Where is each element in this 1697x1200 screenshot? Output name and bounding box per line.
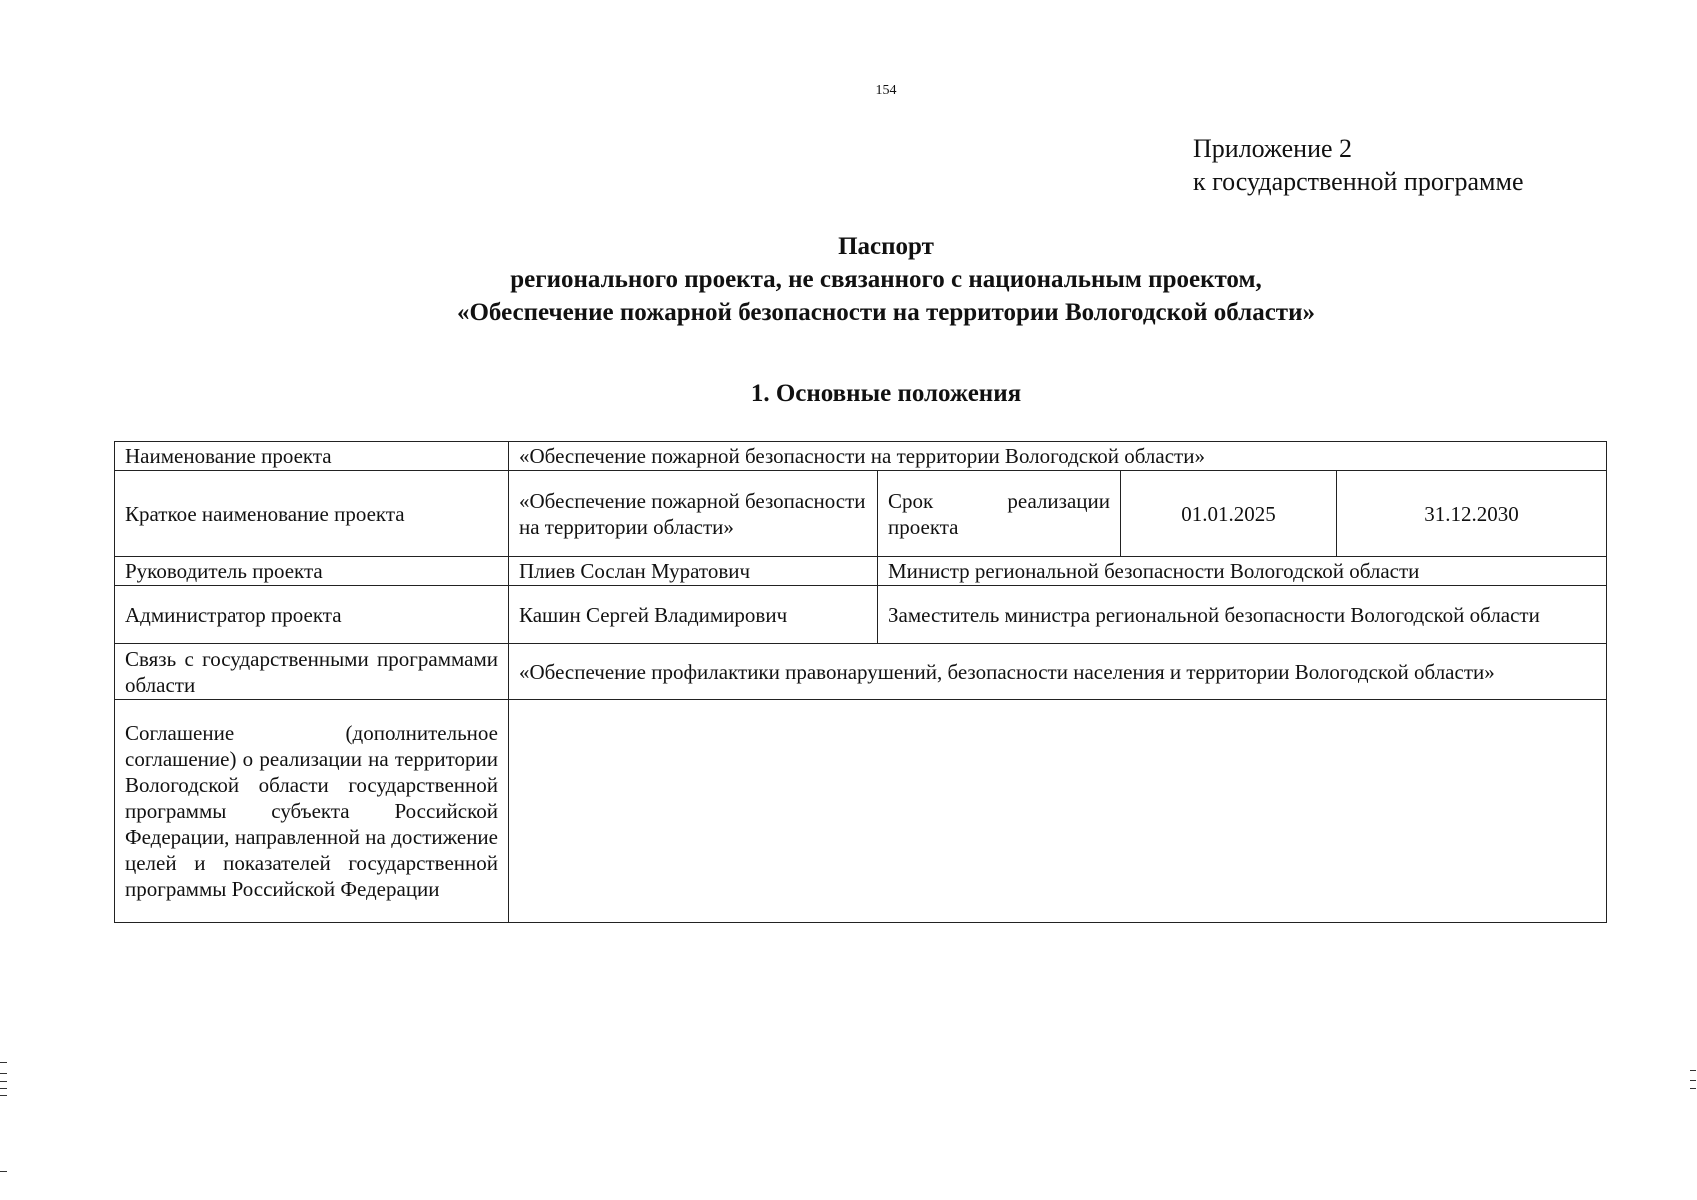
scan-mark-left-1: [0, 1062, 7, 1063]
start-date: 01.01.2025: [1121, 471, 1337, 557]
programs-value: «Обеспечение профилактики правонарушений, безопасности населения и территории Вологодской области»: [509, 644, 1607, 700]
scan-mark-left-2: [0, 1073, 7, 1074]
title-line-2: регионального проекта, не связанного с национальным проектом,: [510, 266, 1262, 293]
passport-table: [114, 441, 1607, 923]
scan-mark-left-4: [0, 1088, 7, 1089]
head-label: Руководитель проекта: [115, 557, 509, 586]
short-name-value: «Обеспечение пожарной безопасности на территории области»: [509, 471, 878, 557]
head-name: Плиев Сослан Муратович: [509, 557, 878, 586]
end-date: 31.12.2030: [1337, 471, 1607, 557]
term-label: Срок реализации проекта: [878, 471, 1121, 557]
programs-label: Связь с государственными программами области: [115, 644, 509, 700]
page-number: 154: [875, 83, 897, 98]
table-row-project-admin: [115, 586, 1607, 644]
agreement-label: Соглашение (дополнительное соглашение) о реализации на территории Вологодской области государственной программы субъекта Российской Федерации, направленной на достижение целей и показателей государственной программы Российской Федерации: [115, 700, 509, 923]
project-name-value: «Обеспечение пожарной безопасности на территории Вологодской области»: [509, 442, 1607, 471]
document-title: [0, 230, 1697, 329]
table-row-agreement: [115, 700, 1607, 923]
scan-mark-right-1: [1690, 1070, 1696, 1071]
head-position: Министр региональной безопасности Вологодской области: [878, 557, 1607, 586]
scan-mark-right-2: [1690, 1080, 1696, 1081]
section-heading: 1. Основные положения: [750, 380, 1022, 407]
scan-mark-left-3: [0, 1081, 7, 1082]
table-row-project-name: [115, 442, 1607, 471]
appendix-line-1: Приложение 2: [1193, 134, 1353, 163]
scan-mark-left-5: [0, 1095, 7, 1096]
table-row-project-head: [115, 557, 1607, 586]
admin-position: Заместитель министра региональной безопасности Вологодской области: [878, 586, 1607, 644]
admin-name: Кашин Сергей Владимирович: [509, 586, 878, 644]
scan-mark-right-3: [1690, 1088, 1696, 1089]
table-row-short-name: [115, 471, 1607, 557]
short-name-label: Краткое наименование проекта: [115, 471, 509, 557]
title-line-3: «Обеспечение пожарной безопасности на территории Вологодской области»: [456, 299, 1315, 326]
scan-mark-left-6: [0, 1171, 7, 1172]
table-row-programs: [115, 644, 1607, 700]
appendix-note: [1193, 132, 1524, 198]
appendix-line-2: к государственной программе: [1193, 167, 1524, 196]
admin-label: Администратор проекта: [115, 586, 509, 644]
project-name-label: Наименование проекта: [115, 442, 509, 471]
agreement-value: [509, 700, 1607, 923]
title-line-1: Паспорт: [838, 233, 934, 260]
